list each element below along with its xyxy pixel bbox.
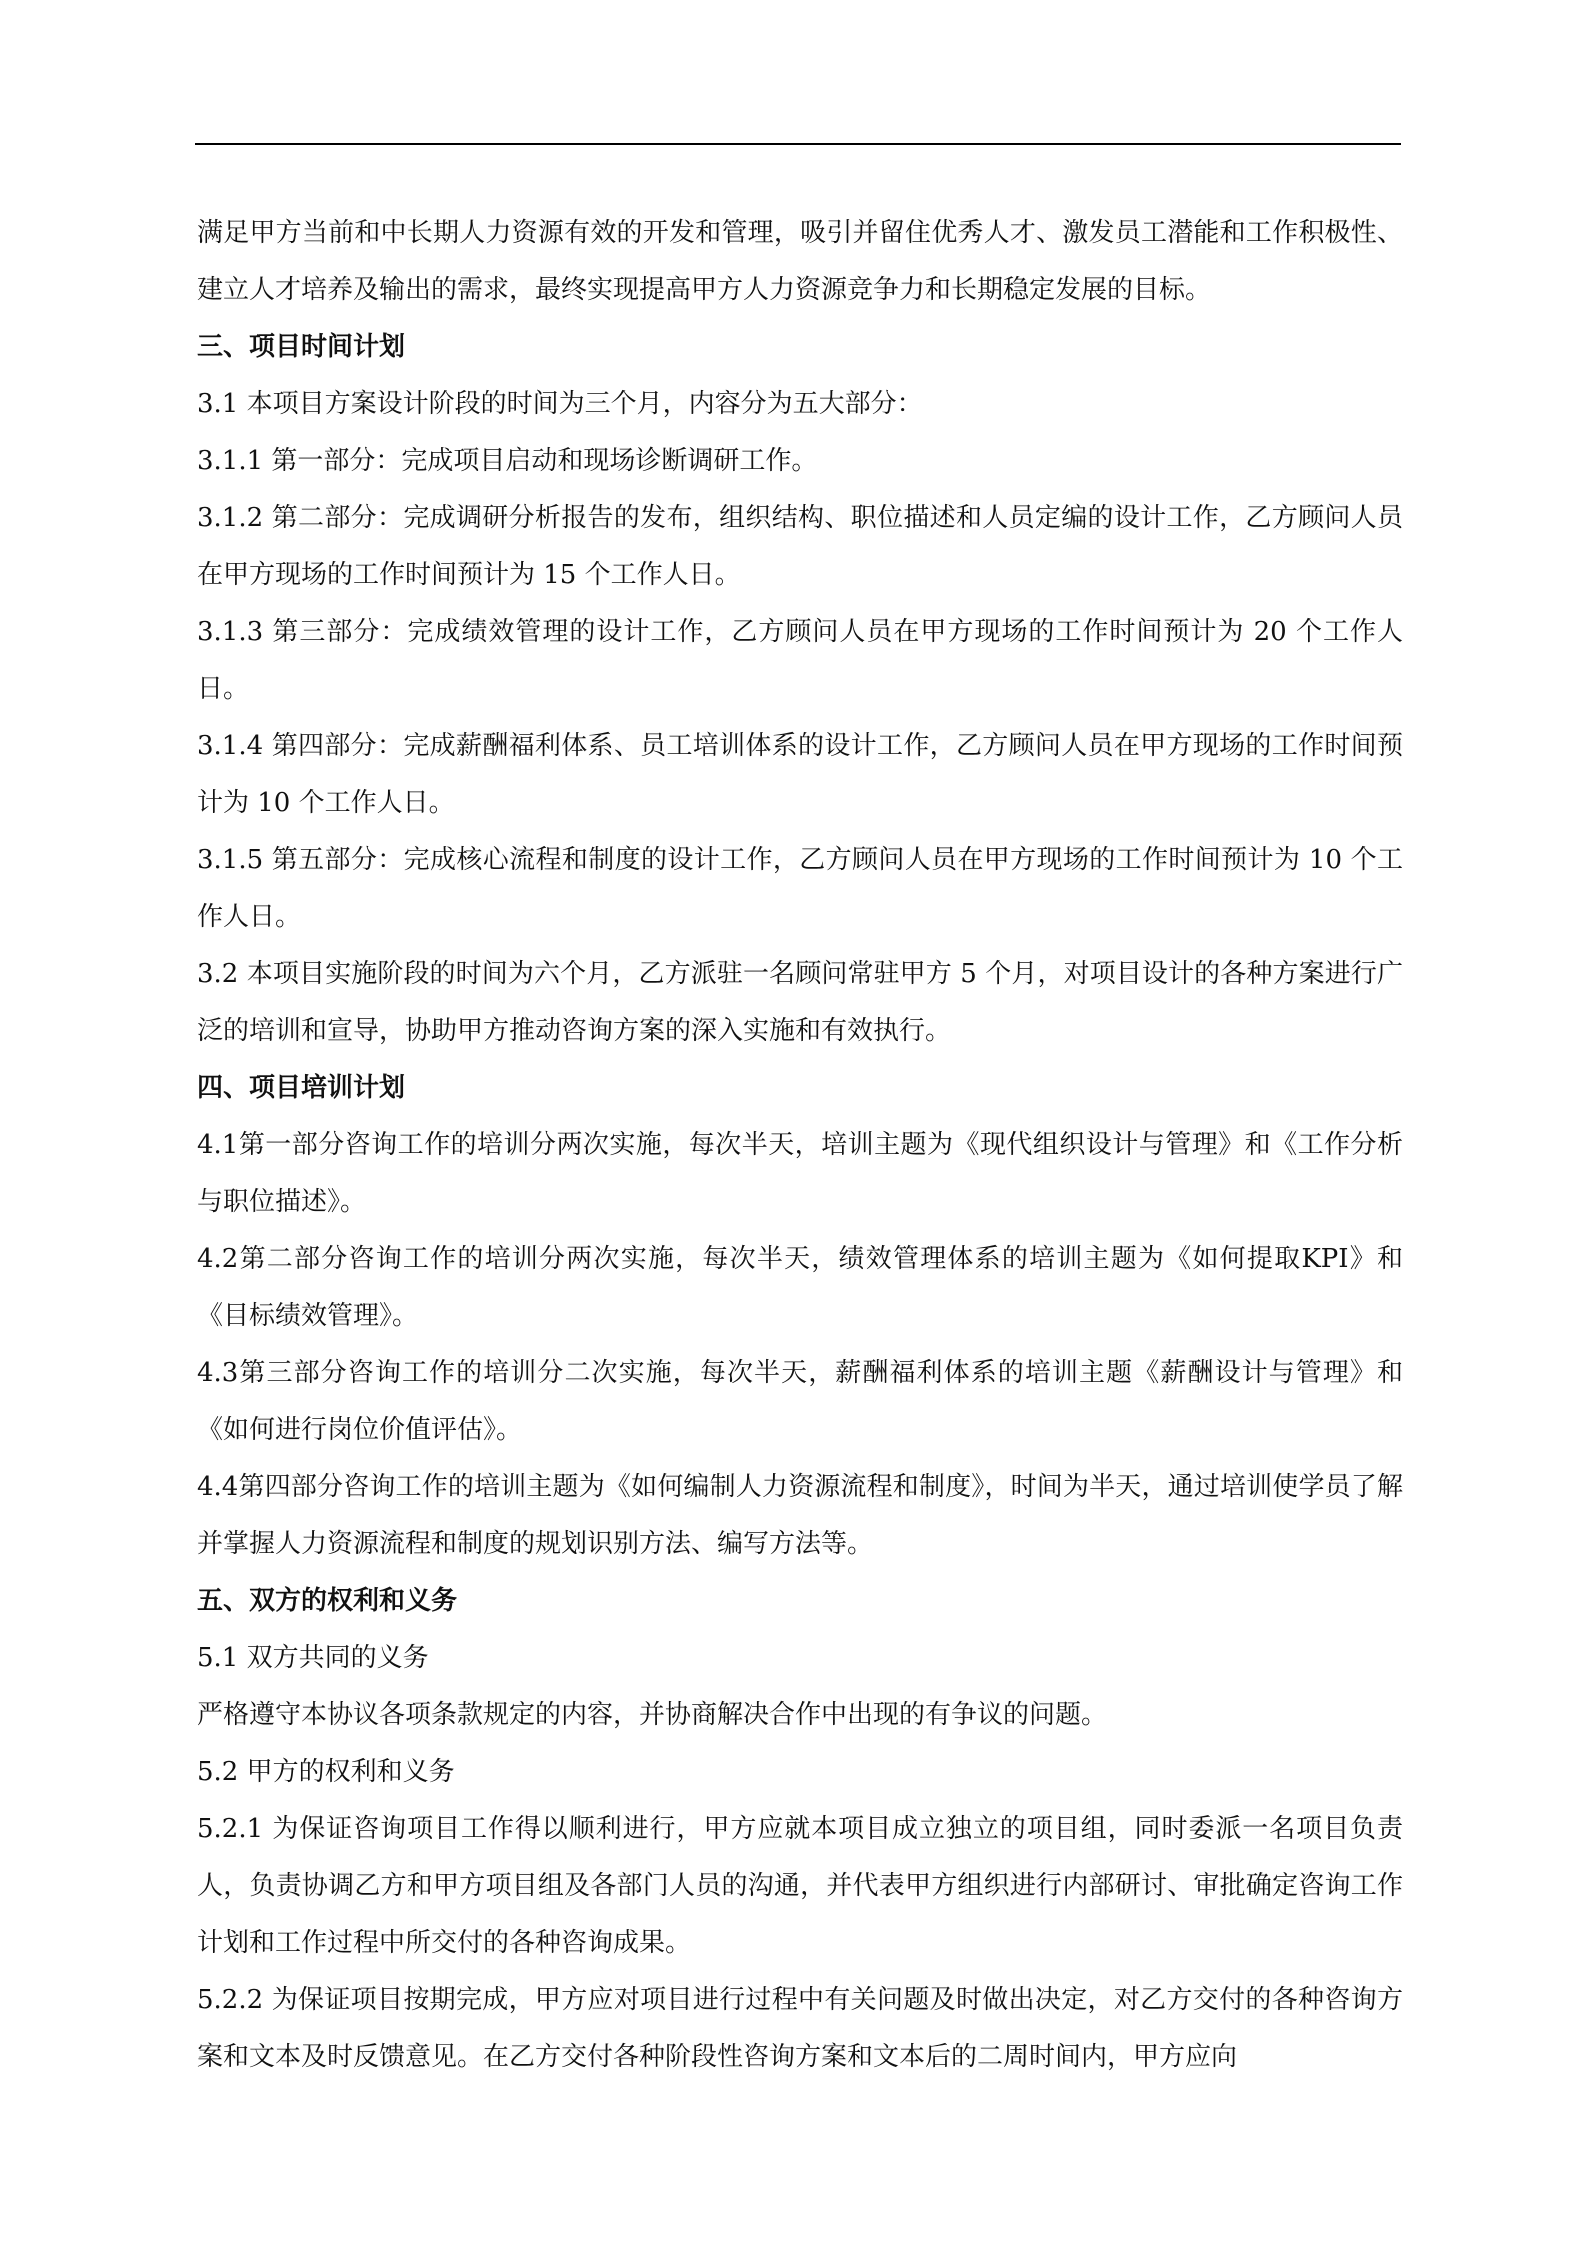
- document-body: [197, 205, 1403, 2086]
- clause-4-4: 4.4第四部分咨询工作的培训主题为《如何编制人力资源流程和制度》，时间为半天，通过培训使学员了解并掌握人力资源流程和制度的规划识别方法、编写方法等。: [197, 1472, 1403, 1559]
- clause-5-1: 5.1 双方共同的义务: [197, 1643, 429, 1673]
- clause-3-1: 3.1 本项目方案设计阶段的时间为三个月，内容分为五大部分：: [197, 389, 923, 419]
- header-rule: [195, 143, 1401, 145]
- clause-3-2: 3.2 本项目实施阶段的时间为六个月，乙方派驻一名顾问常驻甲方 5 个月，对项目设计的各种方案进行广泛的培训和宣导，协助甲方推动咨询方案的深入实施和有效执行。: [197, 959, 1403, 1046]
- clause-3-1-2: 3.1.2 第二部分：完成调研分析报告的发布，组织结构、职位描述和人员定编的设计工作，乙方顾问人员在甲方现场的工作时间预计为 15 个工作人日。: [197, 503, 1403, 590]
- clause-3-1-5: 3.1.5 第五部分：完成核心流程和制度的设计工作，乙方顾问人员在甲方现场的工作时间预计为 10 个工作人日。: [197, 845, 1403, 932]
- clause-3-1-3: 3.1.3 第三部分：完成绩效管理的设计工作，乙方顾问人员在甲方现场的工作时间预计为 20 个工作人日。: [197, 617, 1403, 704]
- intro-paragraph: 满足甲方当前和中长期人力资源有效的开发和管理，吸引并留住优秀人才、激发员工潜能和工作积极性、建立人才培养及输出的需求，最终实现提高甲方人力资源竞争力和长期稳定发展的目标。: [197, 218, 1403, 305]
- clause-5-2: 5.2 甲方的权利和义务: [197, 1757, 455, 1787]
- clause-4-2: 4.2第二部分咨询工作的培训分两次实施，每次半天，绩效管理体系的培训主题为《如何提取KPI》和《目标绩效管理》。: [197, 1244, 1403, 1331]
- section-heading-rights-obligations: 五、双方的权利和义务: [197, 1586, 458, 1616]
- clause-5-2-2: 5.2.2 为保证项目按期完成，甲方应对项目进行过程中有关问题及时做出决定，对乙方交付的各种咨询方案和文本及时反馈意见。在乙方交付各种阶段性咨询方案和文本后的二周时间内，甲方应向: [197, 1985, 1403, 2072]
- clause-4-3: 4.3第三部分咨询工作的培训分二次实施，每次半天，薪酬福利体系的培训主题《薪酬设计与管理》和《如何进行岗位价值评估》。: [197, 1358, 1403, 1445]
- clause-5-2-1: 5.2.1 为保证咨询项目工作得以顺利进行，甲方应就本项目成立独立的项目组，同时委派一名项目负责人，负责协调乙方和甲方项目组及各部门人员的沟通，并代表甲方组织进行内部研讨、审批确定咨询工作计划和工作过程中所交付的各种咨询成果。: [197, 1814, 1403, 1958]
- section-heading-time-plan: 三、项目时间计划: [197, 332, 406, 362]
- section-heading-training-plan: 四、项目培训计划: [197, 1073, 406, 1103]
- clause-5-1-text: 严格遵守本协议各项条款规定的内容，并协商解决合作中出现的有争议的问题。: [197, 1700, 1108, 1730]
- clause-3-1-1: 3.1.1 第一部分：完成项目启动和现场诊断调研工作。: [197, 446, 818, 476]
- clause-4-1: 4.1第一部分咨询工作的培训分两次实施，每次半天，培训主题为《现代组织设计与管理》和《工作分析与职位描述》。: [197, 1130, 1403, 1217]
- clause-3-1-4: 3.1.4 第四部分：完成薪酬福利体系、员工培训体系的设计工作，乙方顾问人员在甲方现场的工作时间预计为 10 个工作人日。: [197, 731, 1403, 818]
